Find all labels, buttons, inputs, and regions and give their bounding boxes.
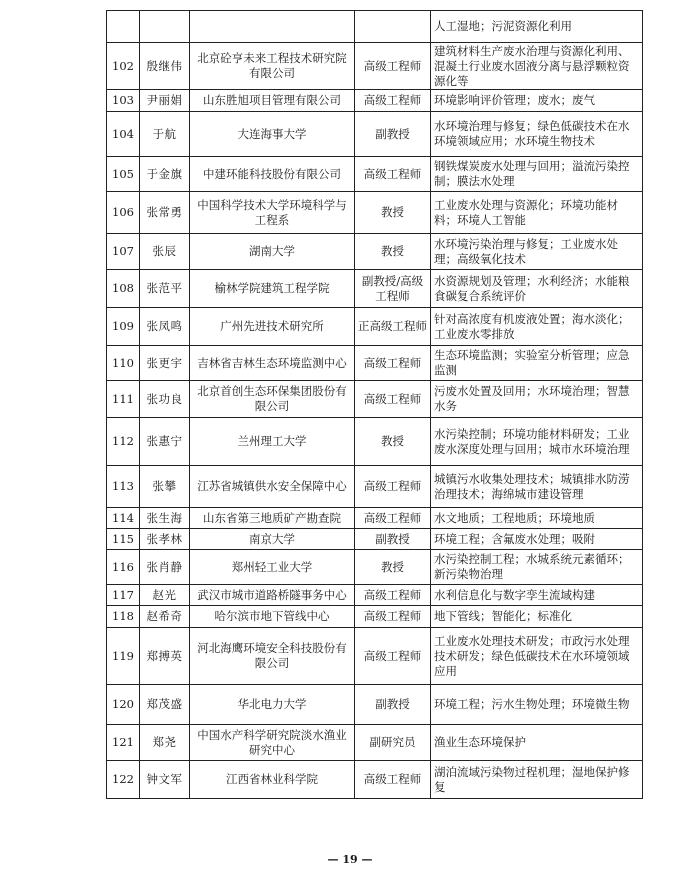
table-cell-no: 114 <box>107 508 140 529</box>
table-cell-name: 殷继伟 <box>140 43 190 90</box>
table-cell-no: 113 <box>107 466 140 508</box>
table-cell-no: 116 <box>107 550 140 585</box>
table-cell-unit: 北京砼亨未来工程技术研究院有限公司 <box>190 43 355 90</box>
table-cell-unit <box>190 11 355 43</box>
table-cell-title: 教授 <box>355 550 431 585</box>
table-row <box>107 43 643 90</box>
table-cell-unit: 中建环能科技股份有限公司 <box>190 157 355 192</box>
table-cell-unit: 广州先进技术研究所 <box>190 308 355 346</box>
table-cell-unit: 华北电力大学 <box>190 685 355 725</box>
table-cell-title: 教授 <box>355 192 431 234</box>
table-cell-unit: 大连海事大学 <box>190 112 355 157</box>
table-cell-no: 121 <box>107 725 140 761</box>
table-cell-field: 环境工程；含氟废水处理；吸附 <box>431 529 643 550</box>
table-cell-title: 高级工程师 <box>355 585 431 606</box>
table-cell-name: 赵光 <box>140 585 190 606</box>
table-cell-unit: 兰州理工大学 <box>190 418 355 466</box>
table-row <box>107 508 643 529</box>
table-cell-name: 张辰 <box>140 234 190 270</box>
table-cell-field: 建筑材料生产废水治理与资源化利用、混凝土行业废水固液分离与悬浮颗粒资源化等 <box>431 43 643 90</box>
table-row <box>107 529 643 550</box>
table-row <box>107 112 643 157</box>
table-cell-field: 湖泊流域污染物过程机理；湿地保护修复 <box>431 761 643 799</box>
table-row <box>107 466 643 508</box>
table-cell-title: 高级工程师 <box>355 761 431 799</box>
table-cell-name: 赵希奇 <box>140 606 190 628</box>
table-cell-field: 渔业生态环境保护 <box>431 725 643 761</box>
table-cell-title: 教授 <box>355 418 431 466</box>
table-cell-unit: 中国科学技术大学环境科学与工程系 <box>190 192 355 234</box>
table-cell-no: 110 <box>107 346 140 381</box>
table-cell-field: 水环境治理与修复；绿色低碳技术在水环境领域应用；水环境生物技术 <box>431 112 643 157</box>
table-row <box>107 585 643 606</box>
table-cell-name: 郑尧 <box>140 725 190 761</box>
table-cell-title <box>355 11 431 43</box>
table-cell-name: 张更宇 <box>140 346 190 381</box>
table-cell-name: 钟文军 <box>140 761 190 799</box>
table-row <box>107 628 643 685</box>
table-cell-field: 工业废水处理技术研发；市政污水处理技术研发；绿色低碳技术在水环境领域应用 <box>431 628 643 685</box>
table-cell-field: 针对高浓度有机废液处置；海水淡化；工业废水零排放 <box>431 308 643 346</box>
table-cell-title: 教授 <box>355 234 431 270</box>
table-cell-title: 高级工程师 <box>355 508 431 529</box>
table-cell-no: 103 <box>107 90 140 112</box>
table-cell-name: 张常勇 <box>140 192 190 234</box>
table-cell-title: 高级工程师 <box>355 346 431 381</box>
table-row <box>107 234 643 270</box>
table-cell-title: 副研究员 <box>355 725 431 761</box>
table-cell-no: 108 <box>107 270 140 308</box>
table-cell-name: 张凤鸣 <box>140 308 190 346</box>
table-cell-name: 张范平 <box>140 270 190 308</box>
table-cell-field: 水污染控制；环境功能材料研发；工业废水深度处理与回用；城市水环境治理 <box>431 418 643 466</box>
table-cell-no: 118 <box>107 606 140 628</box>
table-cell-name: 于金旗 <box>140 157 190 192</box>
table-cell-name: 尹丽娟 <box>140 90 190 112</box>
table-cell-field: 环境工程；污水生物处理；环境微生物 <box>431 685 643 725</box>
table-cell-title: 高级工程师 <box>355 43 431 90</box>
table-cell-no: 106 <box>107 192 140 234</box>
table-cell-title: 副教授 <box>355 112 431 157</box>
table-cell-field: 人工湿地；污泥资源化利用 <box>431 11 643 43</box>
table-cell-title: 正高级工程师 <box>355 308 431 346</box>
table-cell-title: 高级工程师 <box>355 381 431 418</box>
table-row <box>107 346 643 381</box>
page-number: — 19 — <box>327 853 373 866</box>
table-cell-unit: 哈尔滨市地下管线中心 <box>190 606 355 628</box>
table-cell-unit: 吉林省吉林生态环境监测中心 <box>190 346 355 381</box>
table-cell-no: 112 <box>107 418 140 466</box>
table-cell-field: 水污染控制工程；水城系统元素循环；新污染物治理 <box>431 550 643 585</box>
table-cell-no: 104 <box>107 112 140 157</box>
table-cell-field: 水环境污染治理与修复；工业废水处理；高级氧化技术 <box>431 234 643 270</box>
table-cell-name: 张功良 <box>140 381 190 418</box>
table-row <box>107 192 643 234</box>
table-cell-name: 张惠宁 <box>140 418 190 466</box>
table-cell-title: 副教授 <box>355 685 431 725</box>
table-cell-name <box>140 11 190 43</box>
table-cell-field: 工业废水处理与资源化；环境功能材料；环境人工智能 <box>431 192 643 234</box>
table-cell-unit: 湖南大学 <box>190 234 355 270</box>
table-cell-title: 高级工程师 <box>355 90 431 112</box>
table-row-continued <box>107 11 643 43</box>
table-row <box>107 606 643 628</box>
table-cell-name: 张攀 <box>140 466 190 508</box>
table-cell-unit: 山东省第三地质矿产勘查院 <box>190 508 355 529</box>
table-cell-unit: 武汉市城市道路桥隧事务中心 <box>190 585 355 606</box>
table-cell-unit: 中国水产科学研究院淡水渔业研究中心 <box>190 725 355 761</box>
table-cell-name: 郑茂盛 <box>140 685 190 725</box>
table-row <box>107 418 643 466</box>
table-cell-field: 水文地质；工程地质；环境地质 <box>431 508 643 529</box>
table-cell-no: 105 <box>107 157 140 192</box>
table-cell-no: 122 <box>107 761 140 799</box>
table-cell-title: 高级工程师 <box>355 628 431 685</box>
table-cell-unit: 榆林学院建筑工程学院 <box>190 270 355 308</box>
table-cell-no <box>107 11 140 43</box>
table-cell-name: 郑搏英 <box>140 628 190 685</box>
table-cell-name: 张孝林 <box>140 529 190 550</box>
table-cell-unit: 北京首创生态环保集团股份有限公司 <box>190 381 355 418</box>
table-cell-unit: 江苏省城镇供水安全保障中心 <box>190 466 355 508</box>
table-cell-no: 109 <box>107 308 140 346</box>
table-row <box>107 308 643 346</box>
table-cell-title: 副教授 <box>355 529 431 550</box>
table-cell-no: 111 <box>107 381 140 418</box>
table-cell-name: 于航 <box>140 112 190 157</box>
table-cell-no: 102 <box>107 43 140 90</box>
expert-table <box>106 10 643 799</box>
table-cell-field: 水利信息化与数字孪生流域构建 <box>431 585 643 606</box>
table-cell-title: 高级工程师 <box>355 466 431 508</box>
table-row <box>107 270 643 308</box>
table-cell-title: 高级工程师 <box>355 606 431 628</box>
table-cell-no: 107 <box>107 234 140 270</box>
table-cell-name: 张生海 <box>140 508 190 529</box>
table-row <box>107 550 643 585</box>
table-row <box>107 90 643 112</box>
table-cell-title: 高级工程师 <box>355 157 431 192</box>
table-cell-no: 115 <box>107 529 140 550</box>
table-cell-unit: 江西省林业科学院 <box>190 761 355 799</box>
table-cell-field: 污废水处置及回用；水环境治理；智慧水务 <box>431 381 643 418</box>
table-cell-field: 生态环境监测；实验室分析管理；应急监测 <box>431 346 643 381</box>
table-cell-field: 环境影响评价管理；废水；废气 <box>431 90 643 112</box>
table-cell-unit: 南京大学 <box>190 529 355 550</box>
table-cell-field: 地下管线；智能化；标准化 <box>431 606 643 628</box>
table-cell-unit: 河北海鹰环境安全科技股份有限公司 <box>190 628 355 685</box>
table-cell-field: 城镇污水收集处理技术；城镇排水防涝治理技术；海绵城市建设管理 <box>431 466 643 508</box>
table-row <box>107 381 643 418</box>
table-cell-no: 120 <box>107 685 140 725</box>
table-row <box>107 685 643 725</box>
table-row <box>107 725 643 761</box>
table-cell-no: 117 <box>107 585 140 606</box>
table-row <box>107 157 643 192</box>
table-row <box>107 761 643 799</box>
table-cell-name: 张肖静 <box>140 550 190 585</box>
table-cell-unit: 郑州轻工业大学 <box>190 550 355 585</box>
expert-table-body <box>107 11 643 799</box>
table-cell-field: 水资源规划及管理；水利经济；水能粮食碳复合系统评价 <box>431 270 643 308</box>
table-cell-no: 119 <box>107 628 140 685</box>
table-cell-title: 副教授/高级工程师 <box>355 270 431 308</box>
table-cell-field: 钢铁煤炭废水处理与回用；溢流污染控制；膜法水处理 <box>431 157 643 192</box>
table-cell-unit: 山东胜旭项目管理有限公司 <box>190 90 355 112</box>
